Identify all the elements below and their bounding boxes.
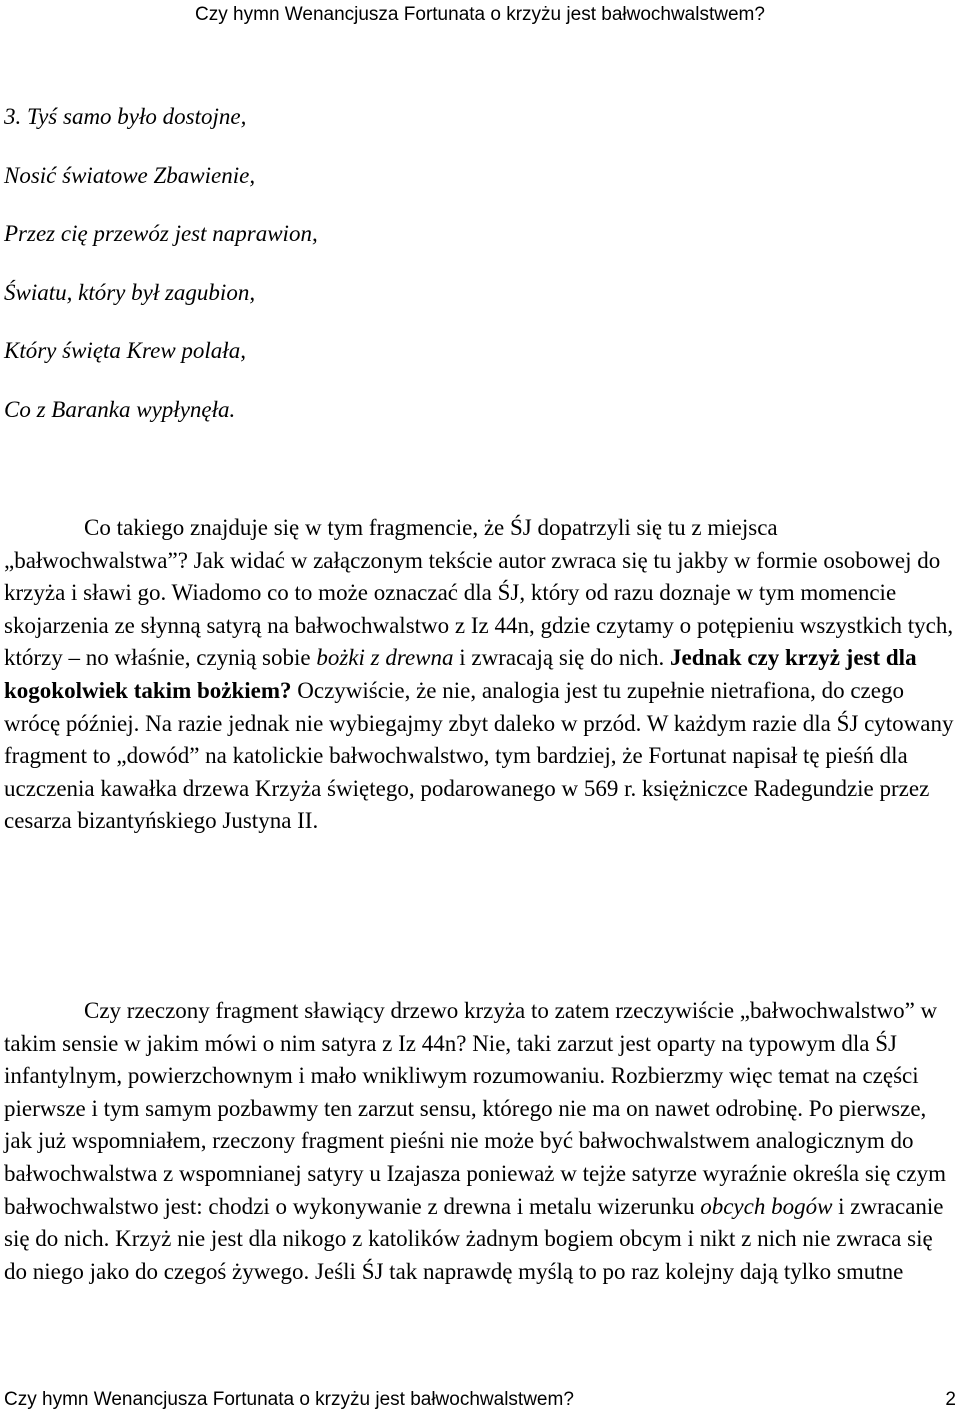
running-footer xyxy=(4,1389,956,1411)
poem-line: Światu, który był zagubion, xyxy=(4,279,256,305)
body-paragraph-2 xyxy=(4,995,954,1288)
poem-line: Co z Baranka wypłynęła. xyxy=(4,396,236,422)
paragraph-text: Czy rzeczony fragment sławiący drzewo krzyża to zatem rzeczywiście „bałwochwalstwo” w takim sensie w jakim mówi o nim satyra z Iz 44n? Nie, taki zarzut jest oparty na typowym dla ŚJ infantylnym, powierzchownym i mało wnikliwym rozumowaniu. Rozbierzmy więc temat na części pierwsze i tym samym pozbawmy ten zarzut sensu, którego nie ma on nawet odrobinę. Po pierwsze, jak już wspomniałem, rzeczony fragment pieśni nie może być bałwochwalstwem analogicznym do bałwochwalstwa z wspomnianej satyry u Izajasza ponieważ w tejże satyrze wyraźnie określa się czym bałwochwalstwo jest: chodzi o wykonywanie z drewna i metalu wizerunku xyxy=(4,998,946,1219)
footer-title: Czy hymn Wenancjusza Fortunata o krzyżu jest bałwochwalstwem? xyxy=(4,1389,574,1410)
poem-line: Nosić światowe Zbawienie, xyxy=(4,162,256,188)
poem-stanza xyxy=(4,96,944,448)
paragraph-text: i zwracanie się do nich. Krzyż nie jest dla nikogo z katolików żadnym bogiem obcym i nikt z nich nie zwraca się do niego jako do czegoś żywego. Jeśli ŚJ tak naprawdę myślą to po raz kolejny dają tylko smutne xyxy=(4,1193,944,1284)
paragraph-text: Co takiego znajduje się w tym fragmencie, że ŚJ dopatrzyli się tu z miejsca „bałwochwalstwa”? Jak widać w załączonym tekście autor zwraca się tu jakby w formie osobowej do krzyża i sławi go. Wiadomo co to może oznaczać dla ŚJ, który od razu doznaje w tym momencie skojarzenia ze słynną satyrą na bałwochwalstwo z Iz 44n, gdzie czytamy o potępieniu wszystkich tych, którzy – no właśnie, czynią sobie xyxy=(4,515,954,671)
paragraph-text: Oczywiście, że nie, analogia jest tu zupełnie nietrafiona, do czego wrócę później. Na razie jednak nie wybiegajmy zbyt daleko w przód. W każdym razie dla ŚJ cytowany fragment to „dowód” na katolickie bałwochwalstwo, tym bardziej, że Fortunat napisał tę pieśń dla uczczenia kawałka drzewa Krzyża świętego, podarowanego w 569 r. księżniczce Radegundzie przez cesarza bizantyńskiego Justyna II. xyxy=(4,677,954,834)
page-number: 2 xyxy=(945,1389,956,1410)
running-header: Czy hymn Wenancjusza Fortunata o krzyżu jest bałwochwalstwem? xyxy=(195,4,765,25)
poem-line: Który święta Krew polała, xyxy=(4,338,246,364)
italic-emphasis: obcych bogów xyxy=(700,1193,833,1219)
poem-line: 3. Tyś samo było dostojne, xyxy=(4,104,247,129)
paragraph-text: i zwracają się do nich. xyxy=(453,645,670,671)
italic-emphasis: bożki z drewna xyxy=(316,645,454,671)
poem-line: Przez cię przewóz jest naprawion, xyxy=(4,221,318,247)
bold-question: Jednak czy krzyż jest dla kogokolwiek takim bożkiem? xyxy=(4,645,917,703)
body-paragraph-1 xyxy=(4,512,954,838)
